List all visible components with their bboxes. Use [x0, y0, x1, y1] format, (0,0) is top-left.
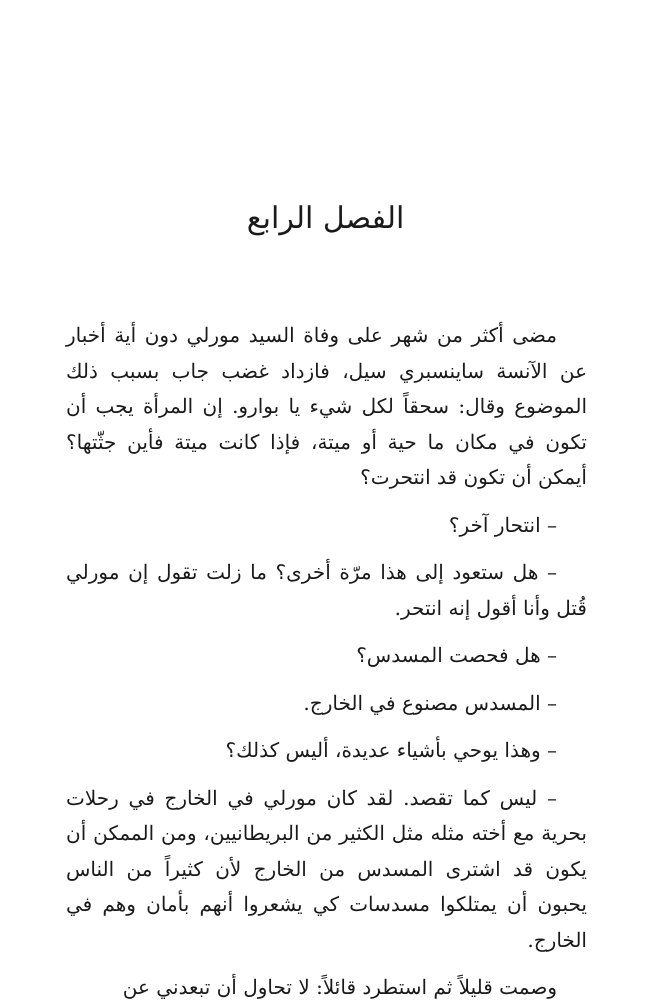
dialogue-line: – هل ستعود إلى هذا مرّة أخرى؟ ما زلت تقول إن مورلي قُتل وأنا أقول إنه انتحر. — [66, 560, 587, 620]
dialogue-line: – المسدس مصنوع في الخارج. — [303, 690, 557, 715]
dialogue-line: – وهذا يوحي بأشياء عديدة، أليس كذلك؟ — [225, 738, 557, 762]
chapter-body — [66, 318, 587, 1006]
dialogue-line: – انتحار آخر؟ — [448, 512, 557, 537]
narrative-paragraph: مضى أكثر من شهر على وفاة السيد مورلي دون أية أخبار عن الآنسة ساينسبري سيل، فازداد غضب جاب بسبب ذلك الموضوع وقال: سحقاً لكل شيء يا بوارو. إن المرأة يجب أن تكون في مكان ما حية أو ميتة، فإذا كانت ميتة فأين جثّتها؟ أيمكن أن تكون قد انتحرت؟ — [66, 323, 587, 489]
dialogue-line: – ليس كما تقصد. لقد كان مورلي في الخارج في رحلات بحرية مع أخته مثله مثل الكثير من البريطانيين، ومن الممكن أن يكون قد اشترى المسدس من الخارج لأن كثيراً من الناس يحبون أن يمتلكوا مسدسات كي يشعروا أنهم بأمان وهم في الخارج. — [66, 785, 587, 952]
chapter-title: الفصل الرابع — [246, 201, 405, 236]
narrative-paragraph: وصمت قليلاً ثم استطرد قائلاً: لا تحاول أن تبعدني عن — [122, 975, 557, 999]
dialogue-line: – هل فحصت المسدس؟ — [356, 643, 557, 667]
